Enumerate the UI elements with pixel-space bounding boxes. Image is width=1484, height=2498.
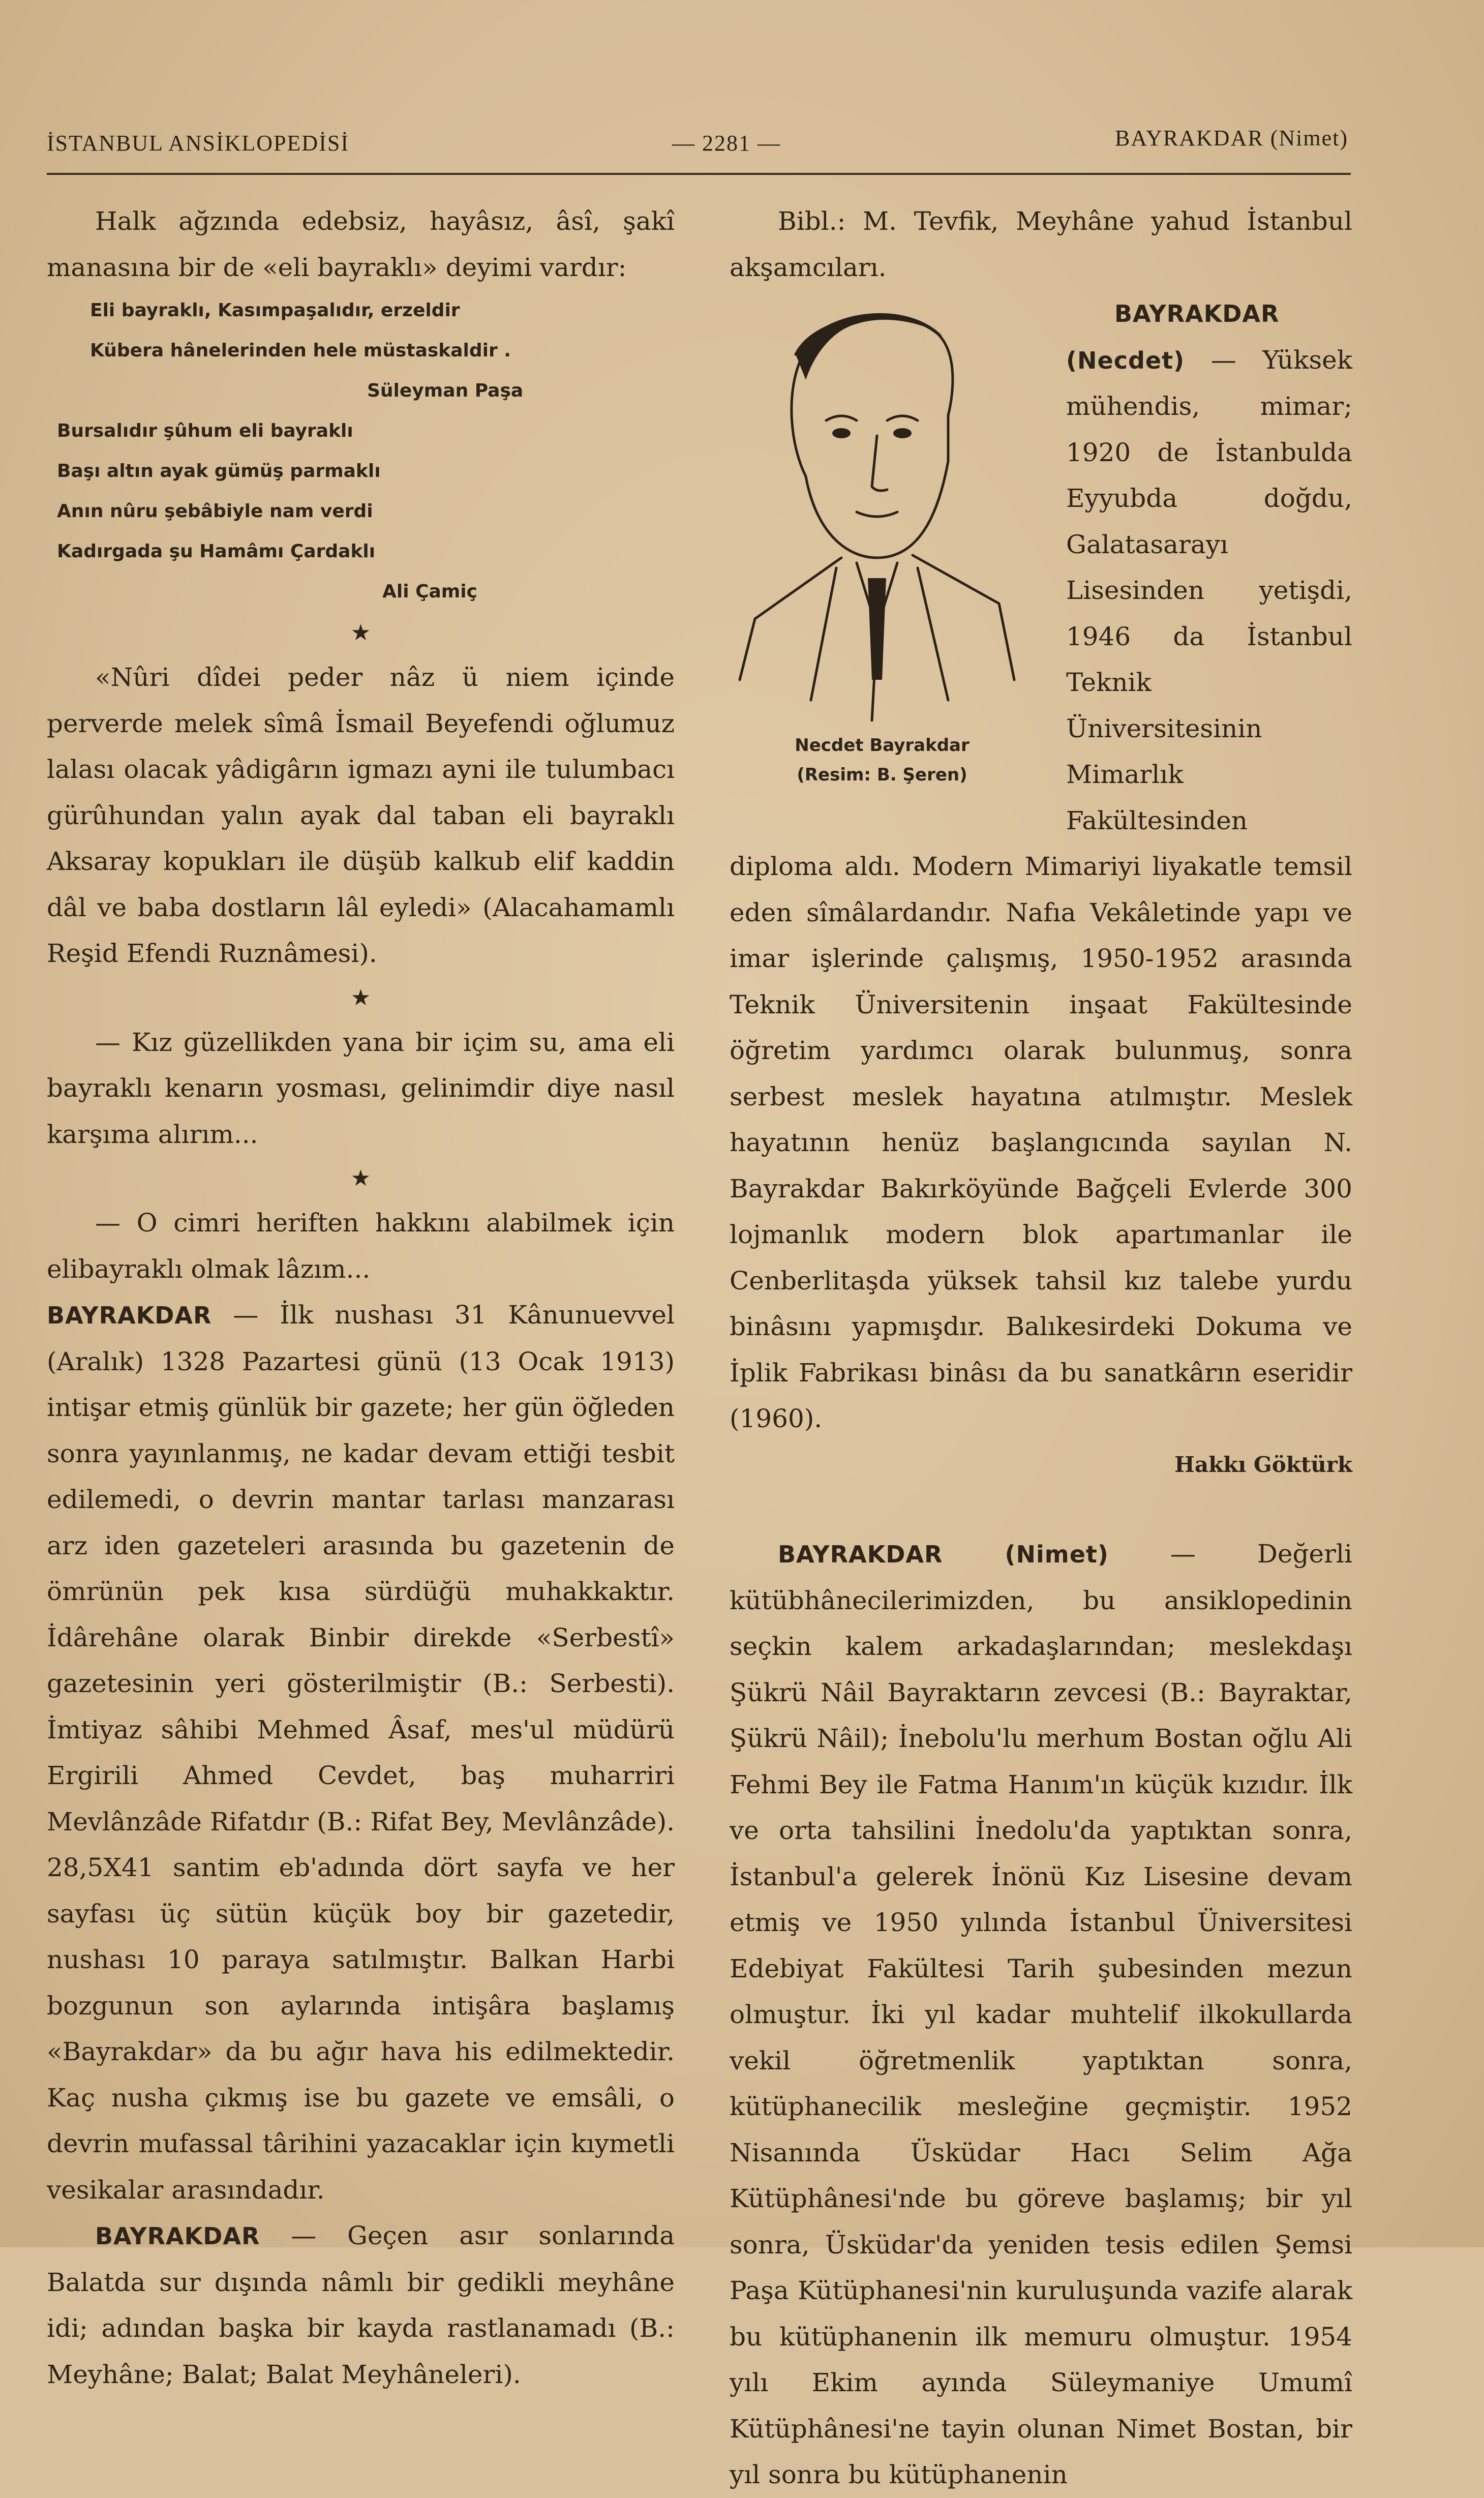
caption-credit: (Resim: B. Şeren) <box>797 765 967 785</box>
entry-text: — Yüksek mühendis, mimar; 1920 de İstanbulda Eyyubda doğdu, Galatasarayı Lisesinden yetişdi, 1946 da İstanbul Teknik Üniversitesinin Mimarlık Fakültesinden diploma aldı. Modern Mimariyi liyakatle temsil eden sîmâlardandır. Nafıa Vekâletinde yapı ve imar işlerinde çalışmış, 1950-1952 arasında Teknik Üniversitenin inşaat Fakültesinde öğretim yardımcı olarak bulunmuş, sonra serbest meslek hayatına atılmıştır. Meslek hayatının henüz başlangıcında sayılan N. Bayrakdar Bakırköyünde Bağçeli Evlerde 300 lojmanlık modern blok apartımanlar ile Cenberlitaşda yüksek tahsil kız talebe yurdu binâsını yapmışdır. Balıkesirdeki Dokuma ve İplik Fabrikası binâsı da bu sanatkârın eseridir (1960). <box>730 345 1352 1433</box>
entry-gap <box>730 1488 1352 1531</box>
caption-name: Necdet Bayrakdar <box>795 735 970 756</box>
entry-title: BAYRAKDAR <box>47 1302 212 1329</box>
verse-line: Kübera hânelerinden hele müstaskaldir . <box>90 340 511 361</box>
entry-title: BAYRAKDAR (Nimet) <box>778 1541 1109 1568</box>
running-header <box>47 122 1348 158</box>
entry-title: BAYRAKDAR (Necdet) <box>1066 300 1280 374</box>
star-separator: ★ <box>350 1165 371 1191</box>
quote-paragraph: «Nûri dîdei peder nâz ü niem içinde perverde melek sîmâ İsmail Beyefendi oğlumuz lalası olacak yâdigârın igmazı ayni ile tulumbacı gürûhundan yalın ayak dal taban eli bayraklı Aksaray kopukları ile düşüb kalkub elif kaddin dâl ve baba dostların lâl eyledi» (Alacahamamlı Reşid Efendi Ruznâmesi). <box>47 663 675 968</box>
entry-text: — Geçen asır sonlarında Balatda sur dışında nâmlı bir gedikli meyhâne idi; adından başka bir kayda rastlanamadı (B.: Meyhâne; Balat; Balat Meyhâneleri). <box>47 2221 675 2389</box>
star-separator: ★ <box>350 620 371 646</box>
portrait-drawing <box>735 293 1019 731</box>
entry-text: — İlk nushası 31 Kânunuevvel (Aralık) 1328 Pazartesi günü (13 Ocak 1913) intişar etmiş günlük bir gazete; her gün öğleden sonra yayınlanmış, ne kadar devam ettiği tesbit edilemedi, o devrin mantar tarlası manzarası arz iden gazeteleri arasında bu gazetenin de ömrünün pek kısa sürdüğü muhakkaktır. İdârehâne olarak Binbir direkde «Serbestî» gazetesinin yeri gösterilmiştir (B.: Serbesti). İmtiyaz sâhibi Mehmed Âsaf, mes'ul müdürü Ergirili Ahmed Cevdet, baş muharriri Mevlânzâde Rifatdır (B.: Rifat Bey, Mevlânzâde). 28,5X41 santim eb'adında dört sayfa ve her sayfası üç sütün küçük boy bir gazetedir, nushası 10 paraya satılmıştır. Balkan Harbi bozgunun son aylarında intişâra başlamış «Bayrakdar» da bu ağır hava his edilmektedir. Kaç nusha çıkmış ise bu gazete ve emsâli, o devrin mufassal târihini yazacaklar için kıymetli vesikalar arasındadır. <box>47 1300 675 2205</box>
quote-paragraph: — O cimri heriften hakkını alabilmek için elibayraklı olmak lâzım... <box>47 1208 675 1284</box>
entry-text: — Değerli kütübhânecilerimizden, bu ansiklopedinin seçkin kalem arkadaşlarından; meslekdaşı Şükrü Nâil Bayraktarın zevcesi (B.: Bayraktar, Şükrü Nâil); İnebolu'lu merhum Bostan oğlu Ali Fehmi Bey ile Fatma Hanım'ın küçük kızıdır. İlk ve orta tahsilini İnedolu'da yaptıktan sonra, İstanbul'a gelerek İnönü Kız Lisesine devam etmiş ve 1950 yılında İstanbul Üniversitesi Edebiyat Fakültesi Tarih şubesinden mezun olmuştur. İki yıl kadar muhtelif ilkokullarda vekil öğretmenlik yaptıktan sonra, kütüphanecilik mesleğine geçmiştir. 1952 Nisanında Üsküdar Hacı Selim Ağa Kütüphânesi'nde bu göreve başlamış; bir yıl sonra, Üsküdar'da yeniden tesis edilen Şemsi Paşa Kütüphanesi'nin kuruluşunda vazife alarak bu kütüphanenin ilk memuru olmuştur. 1954 yılı Ekim ayında Süleymaniye Umumî Kütüphânesi'ne tayin olunan Nimet Bostan, bir yıl sonra bu kütüphanenin <box>730 1539 1353 2489</box>
verse-line: Kadırgada şu Hamâmı Çardaklı <box>57 541 376 562</box>
portrait-figure <box>730 293 1055 807</box>
verse-attribution: Ali Çamiç <box>382 581 477 602</box>
author-byline: Hakkı Göktürk <box>1174 1452 1352 1477</box>
entry-bayrakdar-meyhane <box>47 2213 675 2397</box>
header-page-number: — 2281 — <box>672 131 781 156</box>
header-entry-range: BAYRAKDAR (Nimet) <box>1115 126 1348 151</box>
verse-attribution: Süleyman Paşa <box>367 380 524 401</box>
quote-paragraph: — Kız güzellikden yana bir içim su, ama eli bayraklı kenarın yosması, gelinimdir diye nasıl karşıma alırım... <box>47 1027 675 1149</box>
header-encyclopedia-title: İSTANBUL ANSİKLOPEDİSİ <box>47 131 349 156</box>
portrait-caption <box>730 731 1035 790</box>
star-separator: ★ <box>350 984 371 1011</box>
verse-line: Bursalıdır şûhum eli bayraklı <box>57 420 353 441</box>
verse-line: Başı altın ayak gümüş parmaklı <box>57 461 381 481</box>
right-column <box>730 198 1352 2498</box>
entry-title: BAYRAKDAR <box>95 2222 260 2250</box>
intro-paragraph: Halk ağzında edebsiz, hayâsız, âsî, şakî manasına bir de «eli bayraklı» deyimi vardır: <box>47 206 675 282</box>
verse-line: Anın nûru şebâbiyle nam verdi <box>57 501 373 522</box>
entry-bayrakdar-newspaper <box>47 1292 675 2213</box>
verse-line: Eli bayraklı, Kasımpaşalıdır, erzeldir <box>90 300 460 321</box>
left-column <box>47 198 675 2397</box>
entry-bayrakdar-nimet <box>730 1531 1352 2498</box>
bibliography: Bibl.: M. Tevfik, Meyhâne yahud İstanbul akşamcıları. <box>730 206 1352 282</box>
entry-bayrakdar-necdet <box>730 290 1352 1488</box>
header-divider <box>47 173 1351 175</box>
